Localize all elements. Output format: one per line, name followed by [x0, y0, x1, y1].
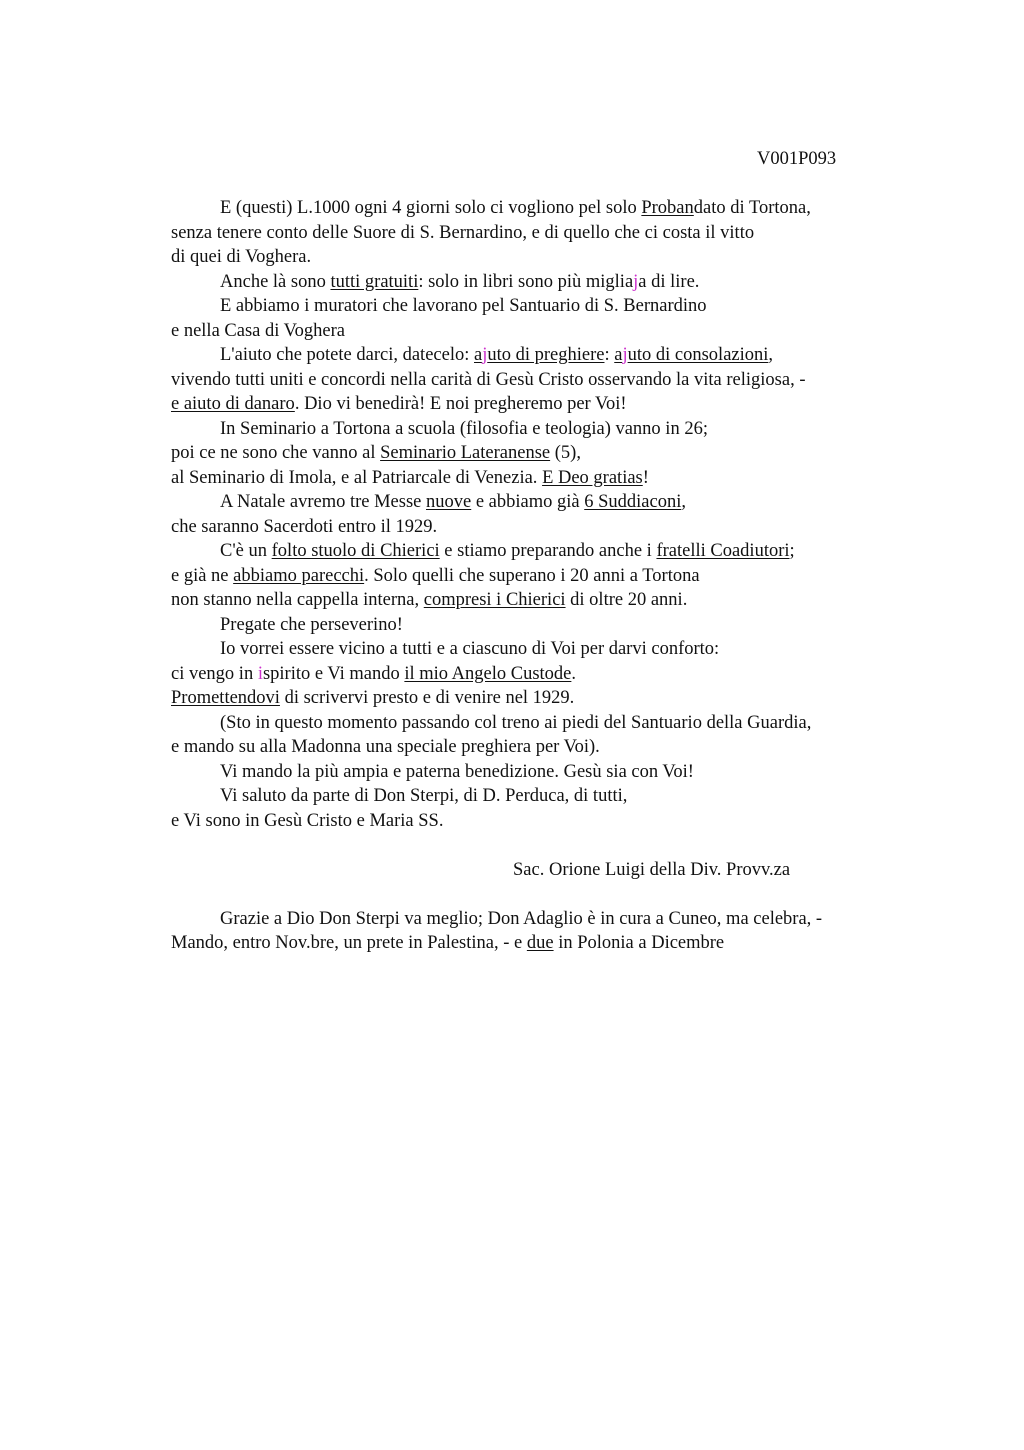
text-segment: E (questi) L.1000 ogni 4 giorni solo ci vogliono pel solo	[220, 198, 642, 218]
underlined-text: abbiamo parecchi	[233, 565, 365, 586]
underlined-text: il mio Angelo Custode	[404, 663, 572, 684]
text-segment: Anche là sono	[220, 271, 331, 292]
text-segment: in Polonia a Dicembre	[553, 933, 725, 953]
text-segment: e mando su alla Madonna una speciale preghiera per Voi).	[171, 737, 600, 757]
text-segment: Vi saluto da parte di Don Sterpi, di D. Perduca, di tutti,	[220, 786, 628, 806]
text-segment: : solo in libri sono più miglia	[418, 271, 634, 292]
text-segment: . Solo quelli che superano i 20 anni a Tortona	[364, 565, 700, 586]
text-segment: .	[571, 663, 577, 684]
text-segment: i	[257, 663, 263, 684]
text-segment: di quei di Voghera.	[171, 247, 312, 267]
underlined-text: tutti gratuiti	[330, 271, 419, 292]
text-line	[171, 735, 891, 760]
underlined-text: Seminario Lateranense	[380, 443, 551, 463]
underlined-text: Proban	[641, 198, 694, 218]
underlined-text: Promettendovi	[171, 688, 280, 708]
postscript	[171, 907, 891, 956]
text-segment: di oltre 20 anni.	[565, 590, 688, 610]
underlined-text: fratelli Coadiutori	[656, 541, 790, 561]
underlined-text: E Deo gratias	[542, 467, 643, 488]
text-segment: senza tenere conto delle Suore di S. Bernardino, e di quello che ci costa il vitto	[171, 222, 755, 243]
underlined-text: nuove	[426, 492, 472, 512]
text-segment: non stanno nella cappella interna,	[171, 590, 424, 610]
letter-paragraphs	[171, 196, 891, 833]
text-segment: a di lire.	[638, 271, 700, 292]
underlined-text: folto stuolo di Chierici	[271, 541, 440, 561]
text-segment: dato di Tortona,	[693, 198, 811, 218]
text-segment: Pregate che perseverino!	[220, 614, 403, 635]
text-line	[171, 441, 891, 466]
text-segment: e nella Casa di Voghera	[171, 320, 345, 341]
underlined-text: j	[482, 345, 488, 365]
underlined-text: j	[622, 345, 628, 365]
text-line	[171, 270, 891, 295]
text-line	[171, 564, 891, 589]
text-segment: ,	[681, 492, 686, 512]
underlined-text: due	[526, 933, 554, 953]
text-line	[171, 539, 891, 564]
signature: Sac. Orione Luigi della Div. Provv.za	[513, 859, 791, 880]
text-segment: In Seminario a Tortona a scuola (filosofia e teologia) vanno in 26;	[220, 418, 708, 439]
text-segment: ;	[789, 541, 795, 561]
text-segment: j	[633, 271, 639, 292]
text-segment: e abbiamo già	[471, 492, 585, 512]
text-line	[171, 760, 891, 785]
text-line	[171, 637, 891, 662]
text-segment: e Vi sono in Gesù Cristo e Maria SS.	[171, 810, 444, 831]
text-line	[171, 613, 891, 638]
text-line	[171, 392, 891, 417]
text-segment: (5),	[550, 443, 581, 463]
text-line	[171, 417, 891, 442]
text-segment: Grazie a Dio Don Sterpi va meglio; Don Adaglio è in cura a Cuneo, ma celebra, -	[220, 908, 823, 929]
text-segment: al Seminario di Imola, e al Patriarcale di Venezia.	[171, 467, 543, 488]
text-segment: ,	[768, 345, 774, 365]
text-line	[171, 686, 891, 711]
text-segment: . Dio vi benedirà! E noi pregheremo per Voi!	[294, 394, 627, 414]
text-line	[171, 343, 891, 368]
text-segment: poi ce ne sono che vanno al	[171, 443, 381, 463]
underlined-text: compresi i Chierici	[423, 590, 566, 610]
text-segment: !	[642, 467, 649, 488]
postscript-line	[171, 907, 891, 932]
text-segment: e stiamo preparando anche i	[439, 541, 657, 561]
text-segment: A Natale avremo tre Messe	[220, 492, 426, 512]
text-segment: ci vengo in	[171, 663, 258, 684]
letter-body	[171, 196, 891, 956]
spacer	[171, 833, 891, 858]
text-line	[171, 515, 891, 540]
text-line	[171, 368, 891, 393]
underlined-text: 6 Suddiaconi	[584, 492, 682, 512]
text-segment: spirito e Vi mando	[262, 663, 405, 684]
text-segment: L'aiuto che potete darci, datecelo:	[220, 345, 474, 365]
spacer	[171, 882, 891, 907]
text-line	[171, 809, 891, 834]
text-line	[171, 711, 891, 736]
underlined-text: e aiuto di danaro	[171, 394, 295, 414]
text-segment: E abbiamo i muratori che lavorano pel Santuario di S. Bernardino	[220, 296, 707, 316]
text-line	[171, 221, 891, 246]
text-segment: C'è un	[220, 541, 272, 561]
underlined-text: uto di consolazioni	[627, 345, 769, 365]
text-line	[171, 196, 891, 221]
text-segment: vivendo tutti uniti e concordi nella carità di Gesù Cristo osservando la vita religiosa, -	[171, 369, 806, 390]
text-segment: che saranno Sacerdoti entro il 1929.	[171, 516, 438, 537]
text-segment: :	[604, 345, 615, 365]
postscript-line	[171, 931, 891, 956]
text-line	[171, 319, 891, 344]
underlined-text: a	[614, 345, 623, 365]
text-segment: Mando, entro Nov.bre, un prete in Palestina, - e	[171, 933, 527, 953]
text-line	[171, 784, 891, 809]
text-segment: (Sto in questo momento passando col treno ai piedi del Santuario della Guardia,	[220, 712, 812, 733]
text-line	[171, 588, 891, 613]
text-line	[171, 294, 891, 319]
text-segment: e già ne	[171, 565, 234, 586]
text-segment: di scrivervi presto e di venire nel 1929.	[279, 688, 575, 708]
text-line	[171, 245, 891, 270]
text-line	[171, 662, 891, 687]
underlined-text: a	[474, 345, 483, 365]
underlined-text: uto di preghiere	[487, 345, 605, 365]
text-segment: Vi mando la più ampia e paterna benedizione. Gesù sia con Voi!	[220, 761, 694, 782]
text-line	[171, 466, 891, 491]
document-code: V001P093	[757, 149, 837, 169]
text-line	[171, 490, 891, 515]
text-segment: Io vorrei essere vicino a tutti e a ciascuno di Voi per darvi conforto:	[220, 639, 720, 659]
